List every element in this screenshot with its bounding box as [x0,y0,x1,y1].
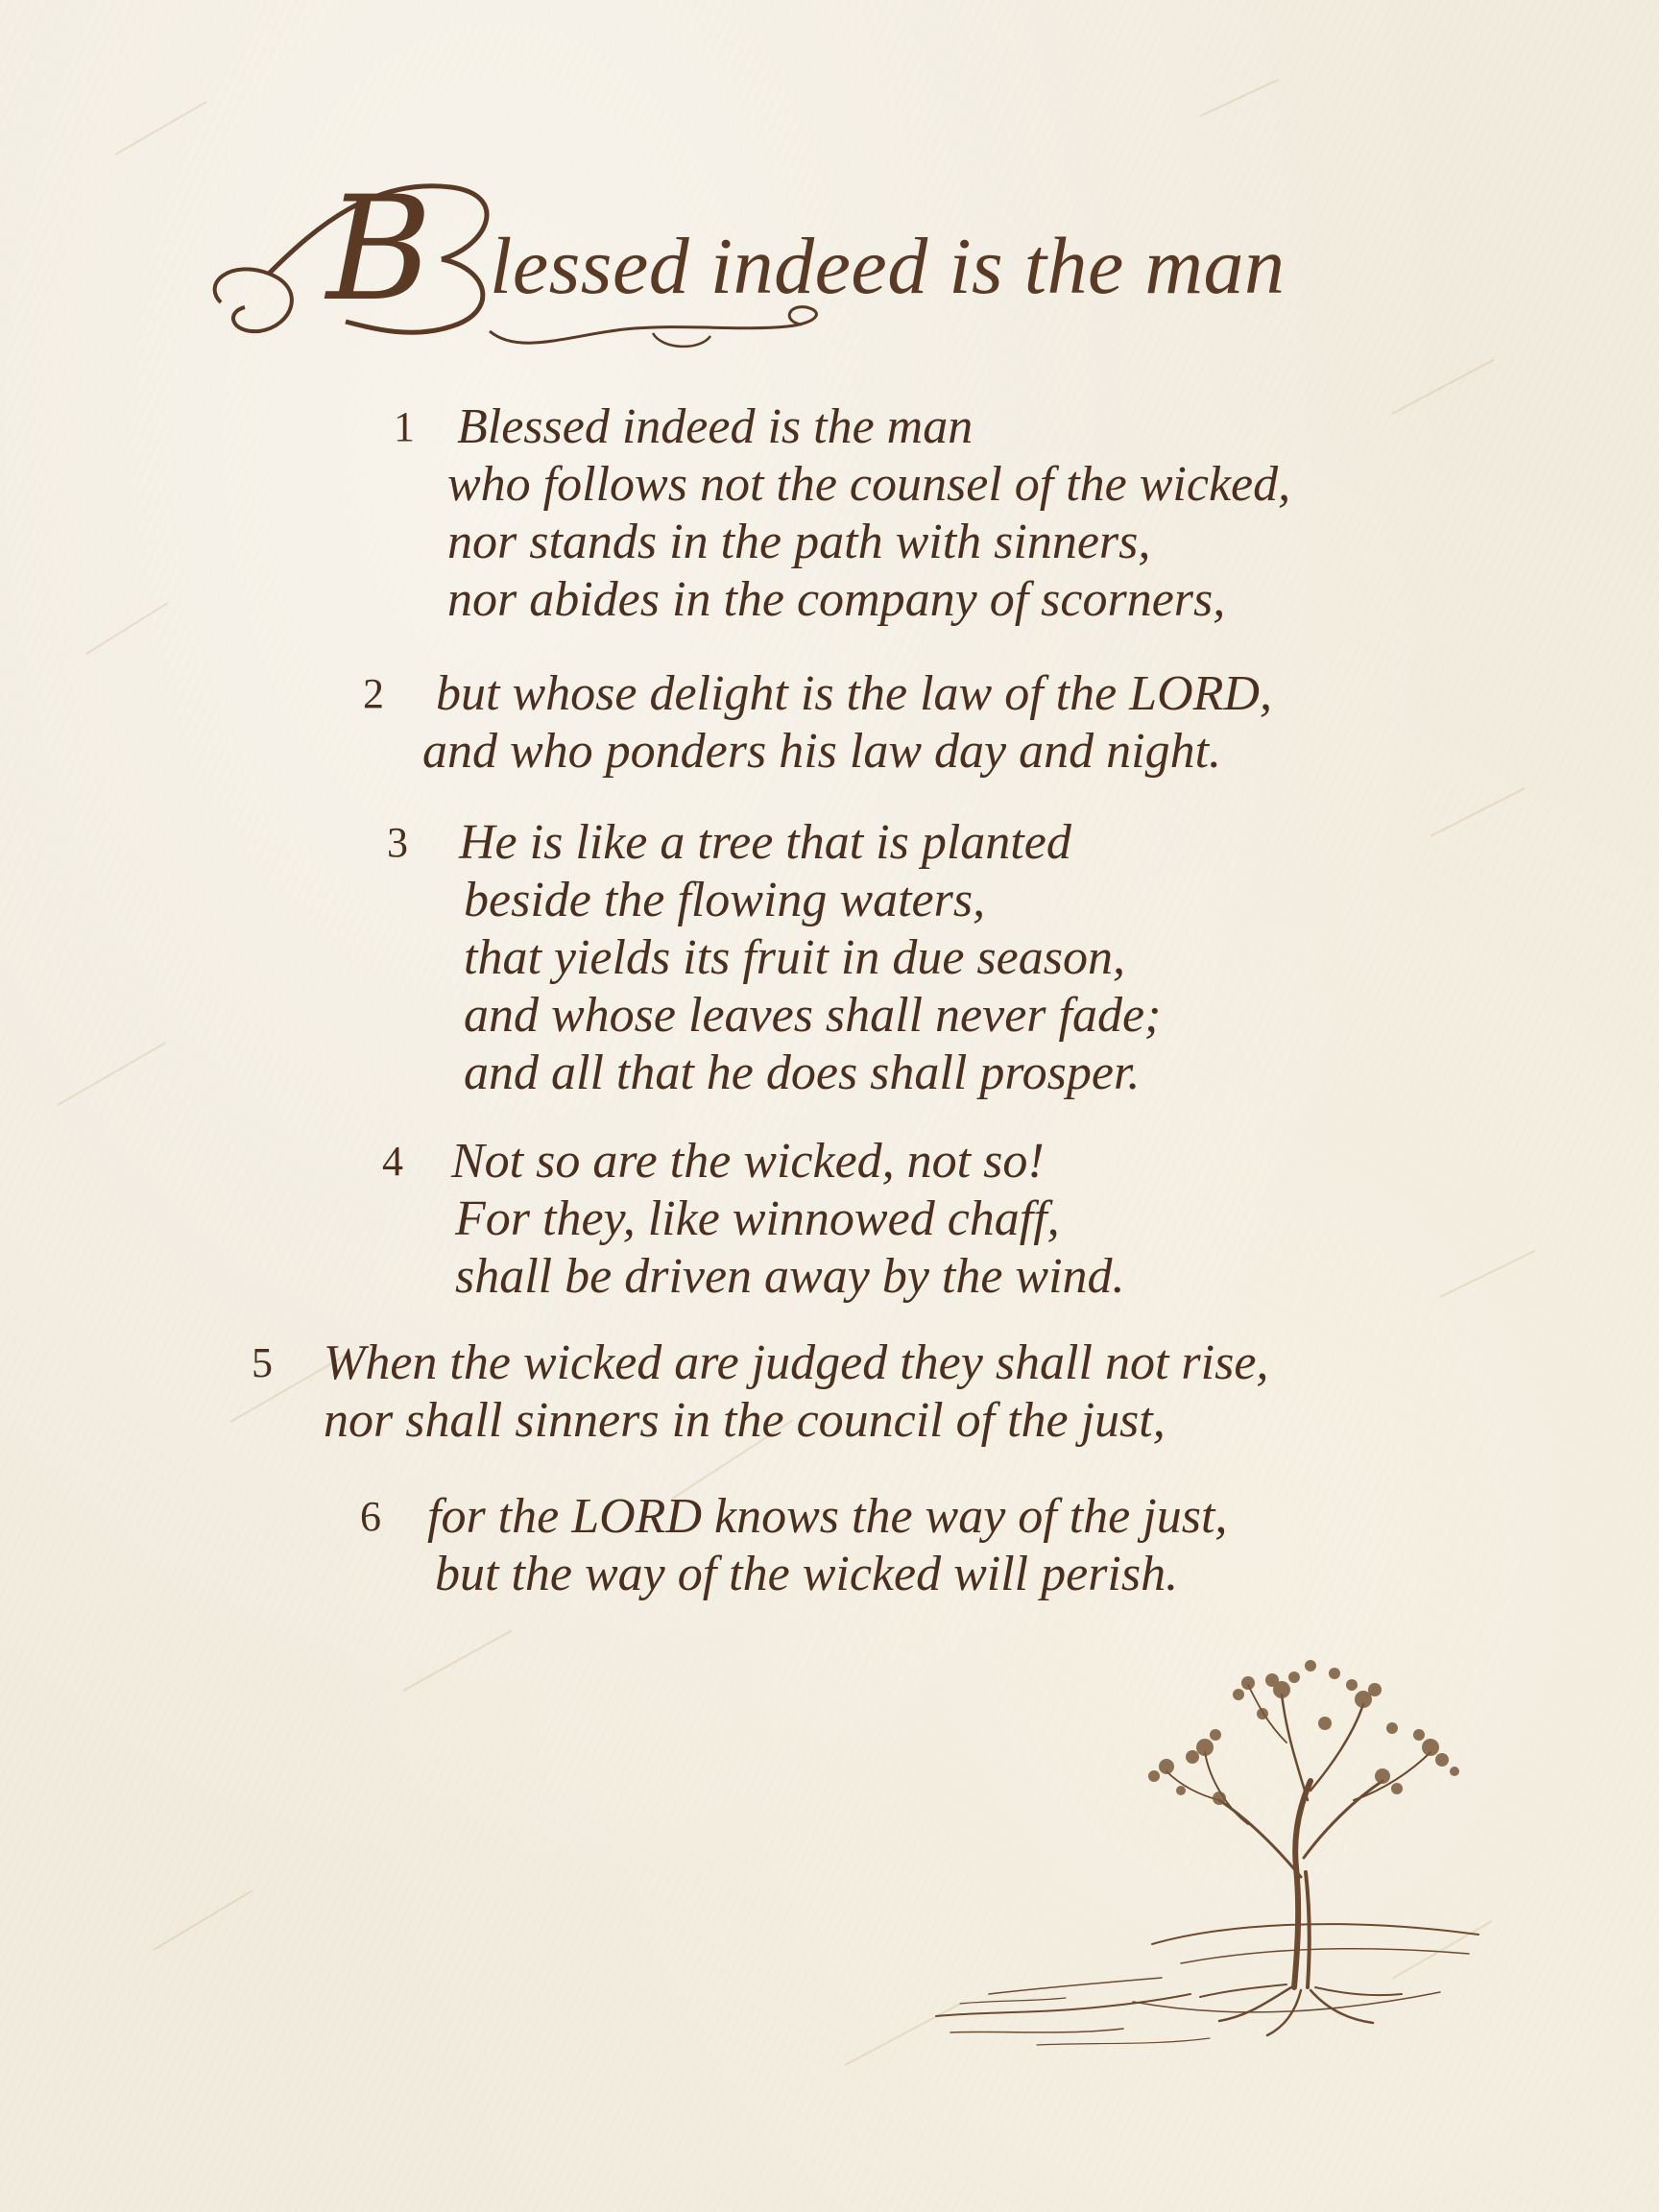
verse-number: 6 [360,1493,381,1540]
paper-fiber [85,602,168,655]
paper-fiber [1440,1250,1536,1298]
paper-fiber [1392,359,1495,415]
verse-line: nor shall sinners in the council of the just, [324,1393,1166,1448]
paper-fiber [1431,787,1526,837]
verse-number: 4 [382,1138,403,1185]
paper-fiber [153,1889,252,1951]
paper-fiber [403,1629,514,1692]
verse-number: 3 [387,819,408,866]
verse-3 [387,814,1162,1102]
title-initial: B [326,166,433,333]
title-text: lessed indeed is the man [490,222,1286,311]
verse-line: that yields its fruit in due season, [464,930,1125,985]
verse-2 [363,665,1272,781]
verse-line: Not so are the wicked, not so! [451,1134,1045,1189]
paper-fiber [115,101,207,156]
verse-line: and all that he does shall prosper. [464,1046,1141,1100]
verse-number: 5 [252,1339,273,1386]
verse-line: shall be driven away by the wind. [455,1249,1125,1304]
verse-line: nor abides in the company of scorners, [447,572,1226,627]
verse-line: but whose delight is the law of the LORD, [436,666,1272,721]
verse-5 [252,1334,1269,1450]
verse-line: When the wicked are judged they shall not rise, [324,1335,1269,1390]
verse-6 [360,1488,1228,1603]
verse-line: but the way of the wicked will perish. [435,1547,1179,1601]
verse-line: and who ponders his law day and night. [422,724,1222,779]
verse-4 [382,1133,1125,1306]
page-title [202,168,1450,360]
paper-fiber [58,1042,167,1106]
verse-line: beside the flowing waters, [464,873,986,927]
verse-number: 2 [363,670,384,717]
verse-line: who follows not the counsel of the wicked, [447,457,1291,512]
verse-line: For they, like winnowed chaff, [455,1191,1060,1246]
verse-line: Blessed indeed is the man [457,399,974,454]
verse-line: and whose leaves shall never fade; [464,988,1162,1043]
verse-line: for the LORD knows the way of the just, [427,1489,1228,1544]
tree-by-water-icon [931,1656,1507,2050]
verse-line: He is like a tree that is planted [459,815,1071,870]
verse-line: nor stands in the path with sinners, [447,515,1151,569]
verse-number: 1 [394,403,415,450]
verse-1 [394,398,1291,629]
paper-fiber [1200,79,1279,117]
